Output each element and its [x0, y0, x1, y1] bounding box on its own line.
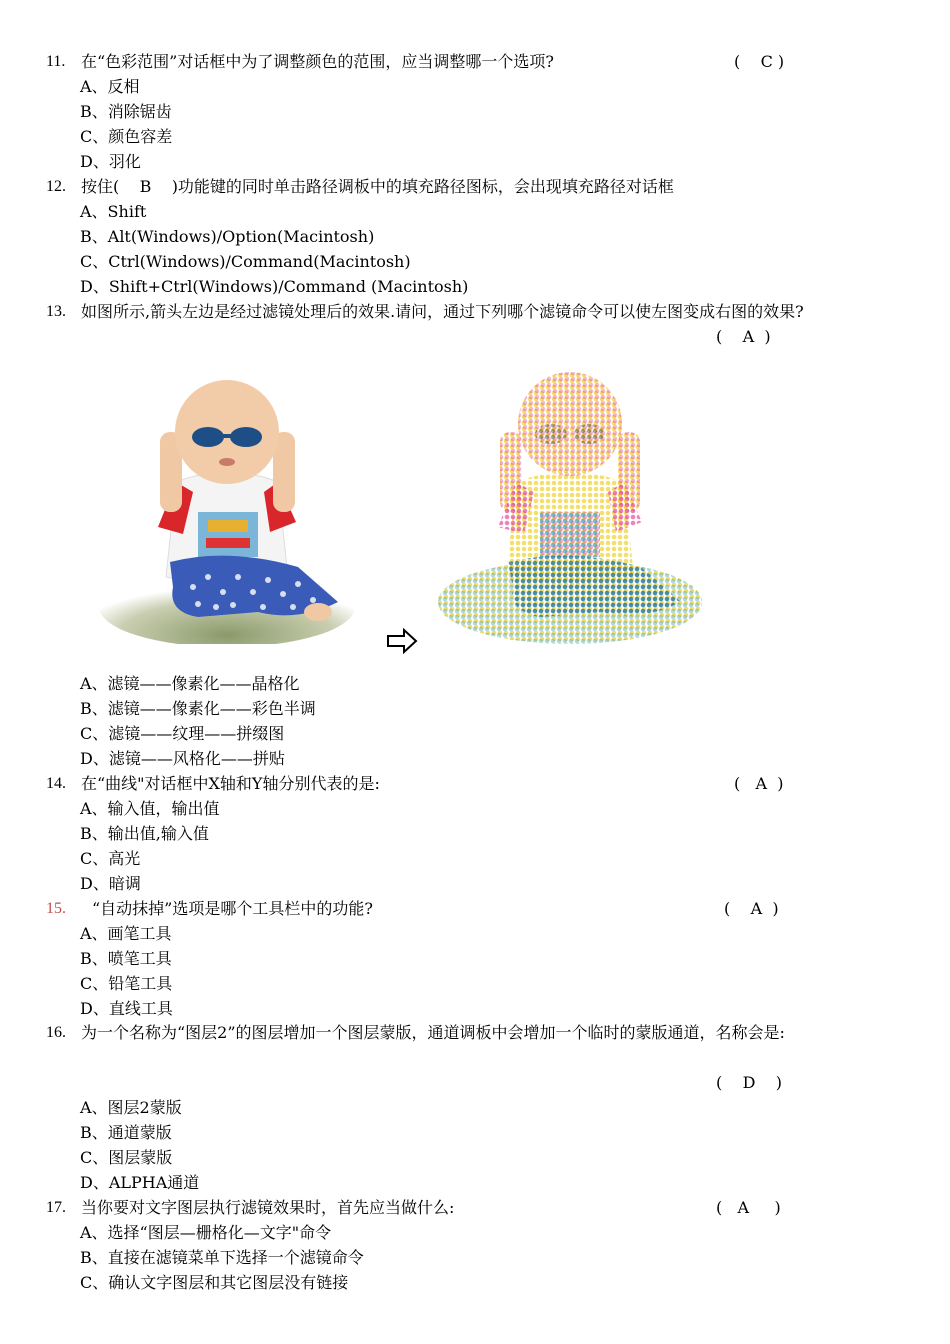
option: C、高光 [80, 849, 141, 868]
question-number: 12. [46, 178, 66, 195]
option: A、选择“图层—栅格化—文字"命令 [80, 1223, 332, 1242]
option: A、反相 [80, 77, 140, 96]
question-number: 13. [46, 303, 66, 320]
option: A、图层2蒙版 [80, 1098, 182, 1117]
answer: ( C ) [734, 52, 785, 71]
answer: ( A ) [716, 327, 771, 346]
option: D、滤镜——风格化——拼贴 [80, 749, 285, 768]
option: B、直接在滤镜菜单下选择一个滤镜命令 [80, 1248, 364, 1267]
option: B、消除锯齿 [80, 102, 172, 121]
option: A、输入值，输出值 [80, 799, 220, 818]
answer: ( A ) [734, 774, 784, 793]
option: D、暗调 [80, 874, 141, 893]
option: B、Alt(Windows)/Option(Macintosh) [80, 227, 375, 246]
option: C、图层蒙版 [80, 1148, 173, 1167]
baby-photo-halftone [436, 362, 704, 644]
option: D、直线工具 [80, 999, 173, 1018]
question-number: 11. [46, 53, 66, 70]
question-text: 按住( B )功能键的同时单击路径调板中的填充路径图标，会出现填充路径对话框 [81, 177, 674, 196]
option: A、滤镜——像素化——晶格化 [80, 674, 300, 693]
option: B、滤镜——像素化——彩色半调 [80, 699, 316, 718]
option: A、画笔工具 [80, 924, 172, 943]
option: C、颜色容差 [80, 127, 173, 146]
option: C、滤镜——纹理——拼缀图 [80, 724, 285, 743]
question-number-highlighted: 15. [46, 900, 66, 917]
answer: ( A ) [716, 1198, 781, 1217]
right-arrow-icon [386, 628, 418, 658]
question-number: 17. [46, 1199, 66, 1216]
question-text: “自动抹掉”选项是哪个工具栏中的功能? [92, 899, 373, 918]
question-text: 为一个名称为“图层2”的图层增加一个图层蒙版，通道调板中会增加一个临时的蒙版通道，名称会是: [81, 1023, 785, 1042]
question-text: 在“曲线"对话框中X轴和Y轴分别代表的是: [81, 774, 380, 793]
question-number: 14. [46, 775, 66, 792]
option: B、喷笔工具 [80, 949, 172, 968]
option: C、Ctrl(Windows)/Command(Macintosh) [80, 252, 411, 271]
baby-photo-original [98, 362, 356, 644]
option: A、Shift [80, 202, 147, 221]
answer: ( D ) [716, 1073, 782, 1092]
option: D、Shift+Ctrl(Windows)/Command (Macintosh) [80, 277, 469, 296]
option: D、ALPHA通道 [80, 1173, 200, 1192]
option: D、羽化 [80, 152, 141, 171]
answer: ( A ) [724, 899, 779, 918]
question-text: 如图所示,箭头左边是经过滤镜处理后的效果.请问，通过下列哪个滤镜命令可以使左图变成右图的效果? [81, 302, 804, 321]
option: B、输出值,输入值 [80, 824, 209, 843]
question-number: 16. [46, 1024, 66, 1041]
option: B、通道蒙版 [80, 1123, 172, 1142]
question-text: 在“色彩范围”对话框中为了调整颜色的范围，应当调整哪一个选项? [81, 52, 554, 71]
question-text: 当你要对文字图层执行滤镜效果时，首先应当做什么: [81, 1198, 455, 1217]
option: C、确认文字图层和其它图层没有链接 [80, 1273, 349, 1292]
option: C、铅笔工具 [80, 974, 173, 993]
